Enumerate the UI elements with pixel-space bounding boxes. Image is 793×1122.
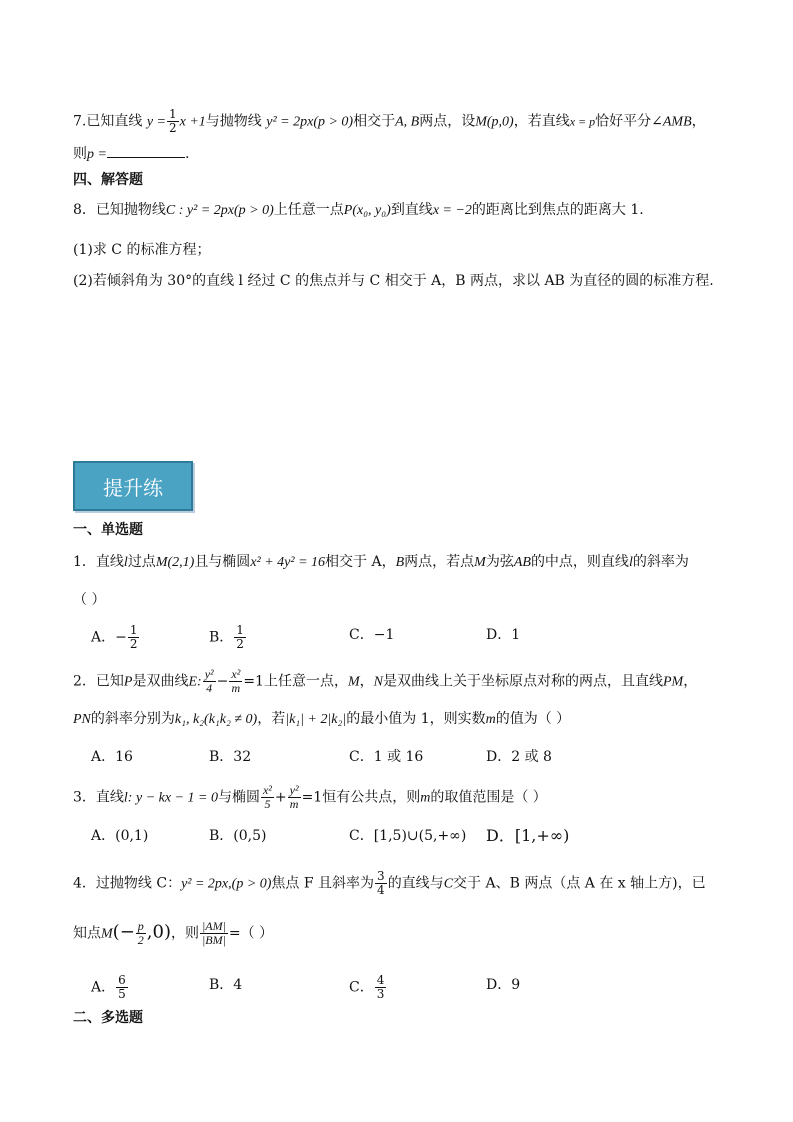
p4-eq: y² = 2px,(p > 0) [181, 876, 272, 892]
p2-expr: |k₁| + 2|k₂| [285, 712, 347, 727]
p2-var: E: [188, 674, 202, 690]
p2-line1 [73, 668, 697, 695]
p2-var: M [347, 674, 360, 690]
p3-text: 3．直线 [73, 789, 124, 806]
p4-op: ,0) [146, 921, 171, 943]
q7-line-xp: x = p [569, 114, 596, 129]
frac-den: m [289, 797, 299, 811]
p4-line1 [73, 870, 706, 897]
p2-text: ， [359, 673, 374, 690]
q8-line: x = −2 [432, 203, 472, 218]
p1-var: l [123, 555, 128, 570]
p4-c-frac [375, 974, 387, 1001]
p1-text: 的斜率为 [632, 554, 689, 570]
q7-points: A, B [395, 114, 420, 130]
p2-text: 的值为（ ） [495, 711, 571, 727]
q8-eq: C : y² = 2px(p > 0) [165, 203, 274, 218]
p2-text: ，若 [257, 711, 286, 727]
q7-frac [167, 108, 179, 135]
p4-text: ，则 [170, 925, 199, 942]
p3-option-c[interactable]: C．[1,5)∪(5,+∞) [349, 828, 467, 844]
section-heading: 四、解答题 [73, 172, 143, 188]
p1-text: 过点 [127, 554, 156, 570]
frac-num: 6 [118, 973, 126, 987]
q7-point-m: M(p,0) [475, 114, 514, 130]
p2-option-a[interactable]: A．16 [91, 749, 133, 765]
frac-num: 4 [376, 973, 385, 987]
frac-den: 4 [377, 883, 385, 897]
p1-option-b[interactable] [209, 624, 247, 651]
frac-num: 1 [129, 623, 138, 637]
p3-op: + [274, 789, 287, 806]
p2-var: P [123, 674, 133, 690]
p4-a-frac [116, 974, 128, 1001]
p4-text: =（ ） [228, 925, 274, 942]
answer-blank[interactable] [107, 143, 185, 158]
q7-text: 则 [73, 146, 87, 162]
q7-text: 相交于 [353, 113, 396, 130]
p1-text: 的中点，则直线 [530, 554, 629, 570]
p2-slopes: k₁, k₂(k₁k₂ ≠ 0) [174, 712, 258, 727]
p2-line2 [73, 709, 570, 730]
option-label: C． [349, 979, 374, 996]
p2-var: PM [662, 674, 684, 690]
p3-option-d[interactable]: D．[1,+∞) [486, 826, 570, 845]
p4-op: (− [112, 921, 135, 943]
frac-num: 3 [377, 869, 385, 883]
q7-text: 与抛物线 [205, 113, 267, 130]
q7-line2 [73, 143, 189, 165]
q7-parabola-eq: y² = 2px(p > 0) [266, 114, 354, 130]
frac-num: x² [231, 667, 241, 681]
p1-var: M [474, 555, 486, 570]
p2-text: 2．已知 [73, 673, 124, 690]
q7-text: ， [691, 113, 706, 130]
p1-text: 相交于 A， [325, 554, 396, 570]
p1-b-frac [234, 624, 246, 651]
p2-op: =1 [243, 673, 264, 690]
frac-num: y² [289, 783, 299, 797]
section-heading: 一、单选题 [73, 522, 143, 538]
p4-text: 知点 [73, 925, 101, 942]
p1-a-frac [128, 624, 140, 651]
p3-option-b[interactable]: B．(0,5) [209, 828, 267, 844]
q8-text: 8．已知抛物线 [73, 202, 166, 218]
section-banner: 提升练 [73, 461, 193, 511]
p4-var: M [101, 926, 113, 942]
p2-option-b[interactable]: B．32 [209, 749, 252, 765]
frac-den: 2 [137, 933, 144, 947]
p1-option-c[interactable]: C．−1 [349, 627, 395, 643]
p2-option-c[interactable]: C．1 或 16 [349, 749, 424, 765]
section-heading: 二、多选题 [73, 1010, 143, 1026]
frac-den: m [231, 681, 241, 695]
frac-den: 5 [118, 987, 126, 1001]
p4-option-a[interactable] [91, 974, 129, 1001]
frac-den: 3 [376, 987, 385, 1001]
q8-sub2: (2)若倾斜角为 30°的直线 l 经过 C 的焦点并与 C 相交于 A，B 两点，求以 AB 为直径的圆的标准方程. [73, 273, 714, 289]
p2-frac2 [229, 668, 242, 695]
p3-text: 与椭圆 [217, 789, 260, 806]
p4-var: C [443, 876, 454, 892]
frac-den: 4 [206, 681, 213, 695]
p4-option-c[interactable] [349, 974, 387, 1001]
p3-line: l: y − kx − 1 = 0 [123, 790, 218, 806]
p3-op: =1 [301, 789, 323, 806]
frac-num: x² [262, 783, 272, 797]
option-label: A．− [91, 629, 127, 646]
p4-text: 交于 A、B 两点（点 A 在 x 轴上方)，已 [453, 875, 706, 892]
p1-text: 为弦 [485, 554, 514, 570]
p1-ellipse: x² + 4y² = 16 [250, 555, 326, 570]
p1-text: 1．直线 [73, 554, 124, 570]
frac-num: p [137, 919, 144, 933]
q7-text: 两点，设 [419, 113, 476, 130]
p1-var: AB [513, 555, 531, 570]
p2-text: ， [683, 673, 698, 690]
q8-text: 的距离比到焦点的距离大 1. [471, 202, 644, 218]
p3-line1 [73, 784, 547, 811]
p4-frac [375, 870, 387, 897]
p2-text: 是双曲线上关于坐标原点对称的两点，且直线 [382, 673, 663, 690]
p1-line1 [73, 552, 689, 573]
frac-num: |AM| [201, 919, 226, 933]
p2-text: 的斜率分别为 [90, 711, 175, 727]
p2-var: N [373, 674, 383, 690]
p4-option-b[interactable]: B．4 [209, 977, 243, 993]
p1-option-a[interactable] [91, 624, 140, 651]
frac-den: 2 [236, 637, 244, 651]
q7-angle: ∠AMB [651, 114, 692, 130]
option-label: A． [91, 979, 116, 996]
p4-frac-ratio [200, 920, 228, 947]
p2-frac1 [203, 668, 216, 695]
p4-text: 4．过抛物线 C： [73, 875, 182, 892]
frac-num: 1 [236, 623, 244, 637]
p3-option-a[interactable]: A．(0,1) [91, 828, 149, 844]
p4-text: 焦点 F 且斜率为 [271, 875, 375, 892]
p4-frac-p2 [136, 920, 146, 947]
frac-den: 2 [129, 637, 138, 651]
p1-text: 且与椭圆 [194, 554, 251, 570]
p1-text: 两点，若点 [404, 554, 475, 570]
frac-den: 5 [264, 797, 271, 811]
p2-text: 是双曲线 [132, 673, 189, 690]
p4-option-d[interactable]: D．9 [486, 977, 521, 993]
frac-num: y² [204, 667, 214, 681]
p2-var: m [485, 712, 496, 727]
q7-text: 恰好平分 [595, 113, 652, 130]
p3-frac2 [288, 784, 301, 811]
q8-point: P(x₀, y₀) [343, 203, 391, 218]
p1-var: B [395, 555, 405, 570]
q7-text: 7.已知直线 [73, 113, 147, 130]
q7-line-eq-rest: x +1 [179, 114, 206, 130]
p2-option-d[interactable]: D．2 或 8 [486, 749, 552, 765]
p2-text: 上任意一点， [263, 673, 348, 690]
frac-num: 1 [168, 107, 177, 121]
q8-text: 上任意一点 [273, 202, 344, 218]
q7-line-eq: y = [146, 114, 166, 130]
p3-var: m [420, 790, 431, 806]
p1-point: M(2,1) [155, 555, 195, 570]
q7-p: p = [87, 147, 107, 162]
q7-text: . [184, 146, 190, 162]
q7-line1 [73, 108, 706, 135]
q8-sub1: (1)求 C 的标准方程； [73, 242, 211, 258]
option-label: B． [209, 629, 234, 646]
p2-var: PN [73, 712, 91, 727]
p2-text: 的最小值为 1，则实数 [346, 711, 486, 727]
p3-frac1 [261, 784, 274, 811]
p2-op: − [216, 673, 229, 690]
p1-var: l [628, 555, 633, 570]
p4-text: 的直线与 [387, 875, 444, 892]
q8-line1 [73, 200, 644, 221]
p4-line2 [73, 920, 273, 947]
p1-option-d[interactable]: D．1 [486, 627, 521, 643]
q8-text: 到直线 [390, 202, 433, 218]
p3-text: 的取值范围是（ ） [430, 789, 547, 806]
p1-paren: （ ） [73, 592, 106, 608]
q7-text: ，若直线 [513, 113, 570, 130]
p3-text: 恒有公共点，则 [322, 789, 421, 806]
frac-den: |BM| [201, 933, 226, 947]
frac-den: 2 [168, 121, 177, 135]
